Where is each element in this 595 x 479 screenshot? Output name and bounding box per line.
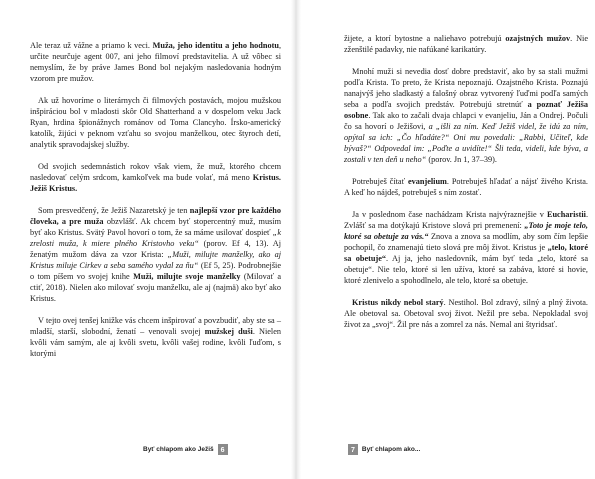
- text-run: obzvlášť. Ak chcem byť stopercentný muž, musím byť ako Kristus. Svätý Pavol hovorí o tom, že sa máme usilovať dospieť: [30, 217, 281, 237]
- text-run: (Ef 5, 25). Podrobnejšie o tom píšem vo svojej knihe: [30, 261, 281, 281]
- body-paragraph: [30, 315, 281, 359]
- body-paragraph: [344, 297, 588, 330]
- text-run: (porov. Ef 4, 13). Aj ženatým mužom dáva za vzor Krista:: [30, 239, 281, 259]
- emphasized-text: „Toto je moje telo, ktoré sa obetuje za vás.“: [344, 221, 588, 241]
- text-run: . Aj ja, jeho nasledovník, mám byť teda „telo, ktoré sa obetuje“. Nie telo, ktoré si len užíva, ktoré sa zabáva, ktoré si hovie, ktoré zlenivelo a spohodlnelo, ale telo, ktoré sa obetuje.: [344, 254, 588, 285]
- quoted-text: a „išli za ním. Keď Ježiš videl, že idú za ním, opýtal sa ich: „Čo hľadáte?“ Oni mu povedali: „Rabbi, Učiteľ, kde bývaš?“ Odpovedal im: „Poďte a uvidíte!“ Šli teda, videli, kde býva, a zostali v ten deň u neho“: [344, 122, 589, 164]
- text-run: Mnohí muži si nevedia dosť dobre predstaviť, ako by sa stali mužmi podľa Krista. To preto, že Krista nepoznajú. Ozajstného Krista. Poznajú nanajvýš jeho sladkastý a falošný obraz vytvorený ľuďmi podľa samých seba a podľa svojich predstáv. Potrebujú stretnúť: [344, 67, 588, 109]
- text-run: . Nie zženštilé padavky, nie nafúkané karikatúry.: [344, 34, 588, 54]
- emphasized-text: Kristus nikdy nebol starý: [352, 298, 444, 307]
- text-run: (Milovať a ctiť, 2018). Nielen ako milovať svoju manželku, ale aj (najmä) ako byť ako Kristus.: [30, 272, 282, 303]
- text-run: žijete, a ktorí bytostne a naliehavo potrebujú: [344, 34, 506, 43]
- text-run: . Nielen kvôli vám samým, ale aj kvôli svetu, kvôli vašej rodine, kvôli ľuďom, s ktorými: [30, 327, 281, 358]
- body-paragraph: [344, 66, 588, 165]
- emphasized-text: a poznať Ježiša osobne: [344, 100, 589, 120]
- text-run: V tejto ovej tenšej knižke vás chcem inšpirovať a povzbudiť, aby ste sa – mladší, starší, slobodní, ženatí – venovali svojej: [30, 316, 281, 336]
- emphasized-text: Muža, jeho identitu a jeho hodnotu: [152, 41, 279, 50]
- body-paragraph: [30, 161, 281, 194]
- emphasized-text: najlepší vzor pre každého človeka, a pre muža: [30, 206, 282, 226]
- left-page: [0, 0, 294, 479]
- right-page-text: [344, 33, 588, 330]
- text-run: Ak už hovoríme o literárnych či filmových postavách, mojou mužskou inšpiráciou bol v mladosti skôr Old Shatterhand a v dospelom veku Jack Ryan, hrdina špionážnych románov od Toma Clancyho. Írsko-americký katolík, žijúci v peknom vzťahu so svojou manželkou, otec štyroch detí, analytik spravodajskej služby.: [30, 96, 281, 149]
- text-run: (porov. Jn 1, 37–39).: [426, 155, 497, 164]
- text-run: Znova a znova sa modlím, aby som čím lepšie pochopil, čo znamenajú tieto slová pre môj život. Kristus je: [344, 232, 588, 252]
- text-run: . Potrebuješ hľadať a nájsť živého Krista. A keď ho nájdeš, potrebuješ s ním zostať.: [344, 177, 588, 197]
- emphasized-text: ozajstných mužov: [505, 34, 571, 43]
- running-title: Byť chlapom ako...: [361, 446, 421, 453]
- emphasized-text: evanjelium: [407, 177, 447, 186]
- body-paragraph: [344, 209, 588, 286]
- body-paragraph: [30, 205, 281, 304]
- text-run: Ja v poslednom čase nachádzam Krista najvýraznejšie v: [352, 210, 547, 219]
- emphasized-text: Muži, milujte svoje manželky: [133, 272, 241, 281]
- left-page-footer: [143, 443, 232, 456]
- text-run: Potrebuješ čítať: [352, 177, 408, 186]
- text-run: . Zvlášť sa ma dotýkajú Kristove slová pri premenení:: [344, 210, 588, 230]
- text-run: . Nestihol. Bol zdravý, silný a plný života. Ale obetoval sa. Obetoval svoj život. Nežil pre seba. Nepokladal svoj život za „svoj“. Žil pre nás a zomrel za nás. Nemal ani štyridsať.: [344, 298, 588, 329]
- page-number: 7: [348, 444, 358, 455]
- running-title: Byť chlapom ako Ježiš: [143, 446, 214, 453]
- text-run: Som presvedčený, že Ježiš Nazaretský je ten: [38, 206, 190, 215]
- body-paragraph: [344, 176, 588, 198]
- body-paragraph: [344, 33, 588, 55]
- body-paragraph: [30, 40, 281, 84]
- emphasized-text: mužskej duši: [204, 327, 253, 336]
- left-page-text: [30, 40, 281, 359]
- emphasized-text: Eucharistii: [546, 210, 586, 219]
- right-page: [297, 0, 595, 479]
- text-run: , určite neurčuje agent 007, ani jeho filmoví predstavitelia. A už vôbec si nemyslím, že by práve James Bond bol nejakým nasledovania hodným vzorom pre mužov.: [30, 41, 281, 83]
- right-page-footer: [344, 443, 420, 456]
- text-run: Ale teraz už vážne a priamo k veci.: [30, 41, 153, 50]
- emphasized-text: „telo, ktoré sa obetuje“: [344, 243, 588, 263]
- body-paragraph: [30, 95, 281, 150]
- page-number: 6: [218, 444, 228, 455]
- quoted-text: „Muži, milujte manželky, ako aj Kristus miluje Cirkev a seba samého vydal za ňu“: [30, 250, 282, 270]
- text-run: . Tak ako to začali dvaja chlapci v evanjeliu, Ján a Ondrej. Počuli čo sa hovorí o Ježišovi,: [344, 111, 588, 131]
- text-run: Od svojich sedemnástich rokov však viem, že muž, ktorého chcem nasledovať celým srdcom, kamkoľvek ma bude volať, má meno: [30, 162, 281, 182]
- quoted-text: „k zrelosti muža, k miere plného Kristovho veku“: [30, 228, 281, 248]
- emphasized-text: Kristus. Ježiš Kristus.: [30, 173, 281, 193]
